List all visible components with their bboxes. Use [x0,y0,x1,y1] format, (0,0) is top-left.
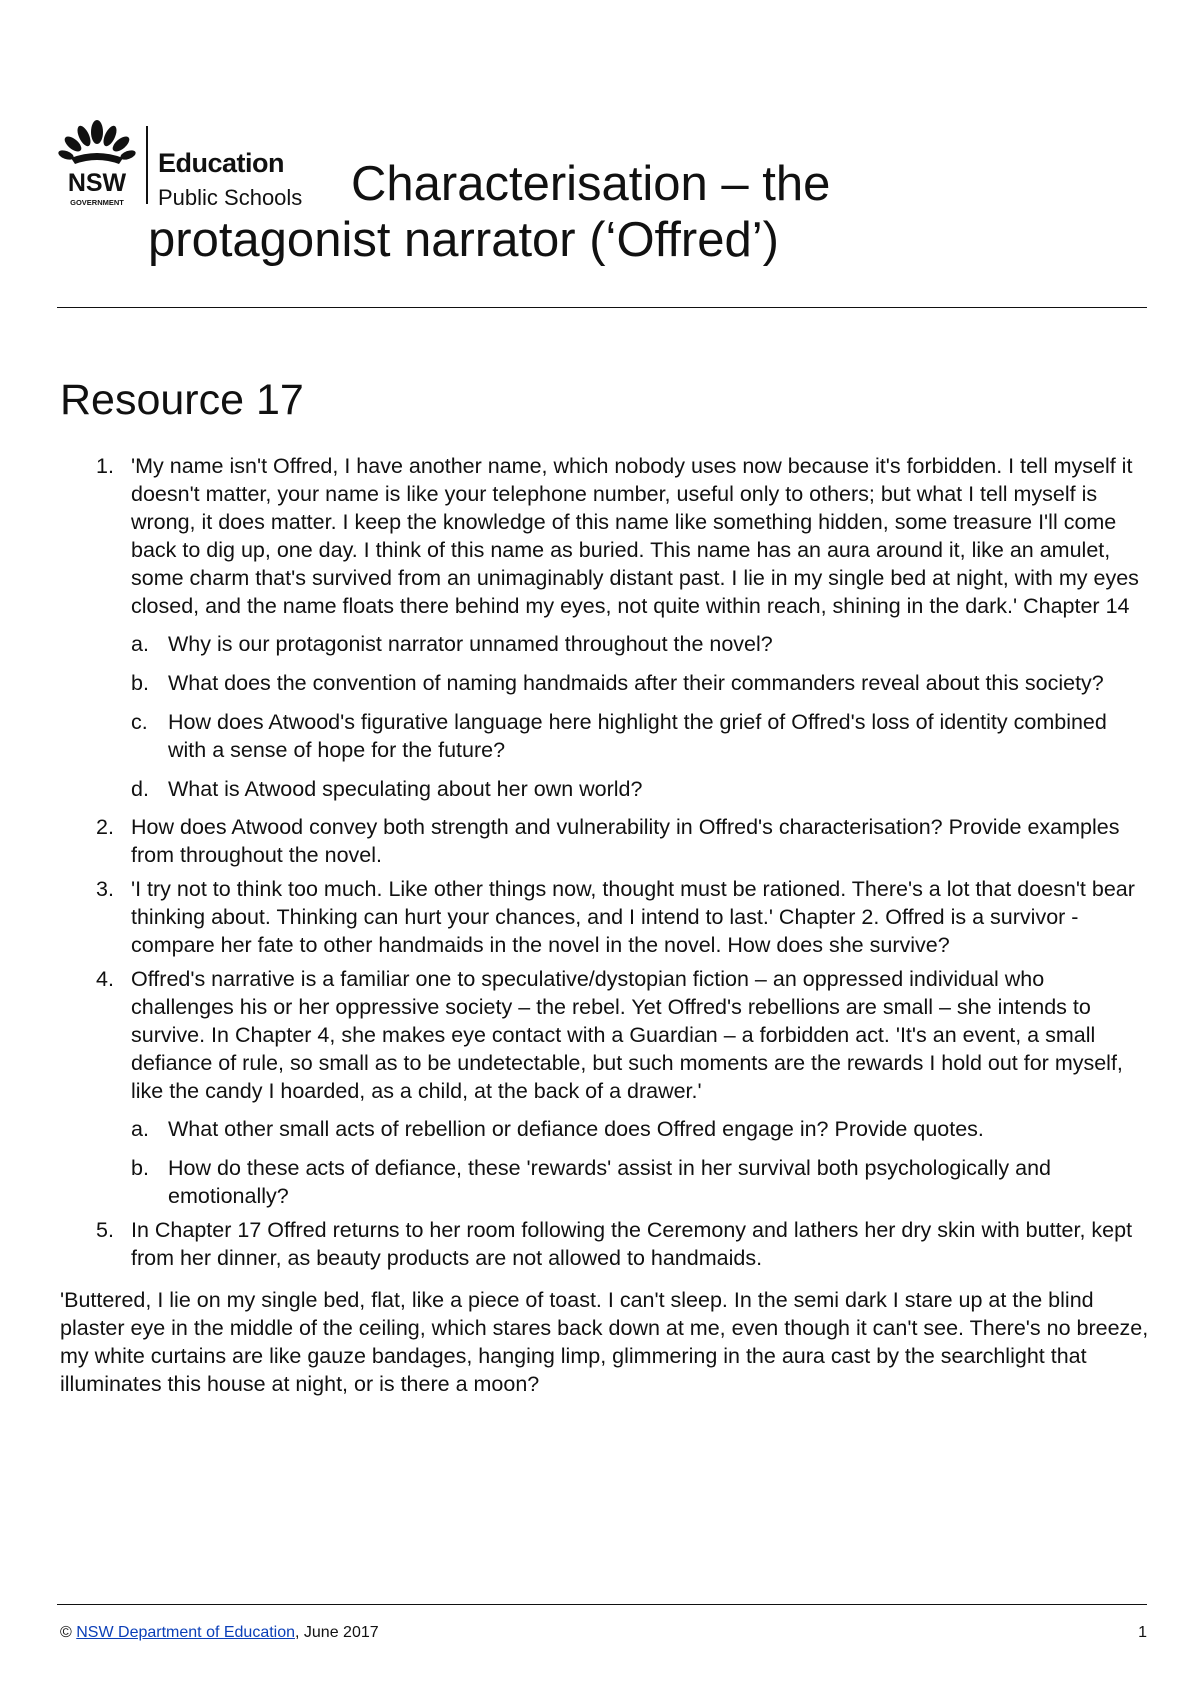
sub-question-item [131,669,1150,697]
question-item-4 [60,965,1150,1210]
sub-question-letter: d. [131,777,149,801]
sub-question-item [131,708,1150,764]
sub-question-letter: a. [131,632,149,656]
page-number: 1 [1138,1624,1147,1641]
footer-date: , June 2017 [295,1624,379,1641]
resource-heading: Resource 17 [60,376,304,424]
footer-divider [57,1604,1147,1605]
closing-quote: 'Buttered, I lie on my single bed, flat, like a piece of toast. I can't sleep. In the semi dark I stare up at the blind plaster eye in the middle of the ceiling, which stares back down at me, even though it can't see. There's no breeze, my white curtains are like gauze bandages, hanging limp, glimmering in the aura cast by the searchlight that illuminates this house at night, or is there a moon? [60,1288,1149,1396]
sub-question-letter: b. [131,1156,149,1180]
page-footer [60,1624,1147,1642]
sub-question-text: How do these acts of defiance, these 'rewards' assist in her survival both psychologically and emotionally? [168,1156,1052,1208]
sub-question-item [131,630,1150,658]
sub-question-text: Why is our protagonist narrator unnamed throughout the novel? [168,632,773,656]
page-title-line-1: Characterisation – the [351,157,831,211]
question-item-2 [60,813,1150,869]
sub-question-item [131,1154,1150,1210]
sub-question-text: What is Atwood speculating about her own world? [168,777,643,801]
sub-question-letter: b. [131,671,149,695]
nsw-wordmark: NSW [67,169,127,197]
waratah-logo-icon [57,118,137,210]
sub-question-letter: c. [131,710,148,734]
page-title-line-2: protagonist narrator (‘Offred’) [148,213,779,267]
sub-question-list [131,630,1150,803]
sub-question-list [131,1115,1150,1210]
question-item-3 [60,875,1150,959]
logo-public-schools-text: Public Schools [158,185,303,210]
sub-question-letter: a. [131,1117,149,1141]
logo-education-text: Education [158,148,285,178]
question-number: 3. [96,877,114,901]
question-text: How does Atwood convey both strength and vulnerability in Offred's characterisation? Provide examples from throughout the novel. [131,815,1120,867]
page-title [148,156,1128,268]
sub-question-text: What other small acts of rebellion or defiance does Offred engage in? Provide quotes. [168,1117,984,1141]
question-text: In Chapter 17 Offred returns to her room following the Ceremony and lathers her dry skin with butter, kept from her dinner, as beauty products are not allowed to handmaids. [131,1218,1133,1270]
question-text: 'My name isn't Offred, I have another name, which nobody uses now because it's forbidden. I tell myself it doesn't matter, your name is like your telephone number, useful only to others; but what I tell myself is wrong, it does matter. I keep the knowledge of this name like something hidden, some treasure I'll come back to dig up, one day. I think of this name as buried. This name has an aura around it, like an amulet, some charm that's survived from an unimaginably distant past. I lie in my single bed at night, with my eyes closed, and the name floats there behind my eyes, not quite within reach, shining in the dark.' Chapter 14 [131,454,1139,618]
question-number: 1. [96,454,114,478]
sub-question-text: How does Atwood's figurative language here highlight the grief of Offred's loss of identity combined with a sense of hope for the future? [168,710,1107,762]
government-wordmark: GOVERNMENT [70,198,124,207]
sub-question-text: What does the convention of naming handmaids after their commanders reveal about this society? [168,671,1104,695]
nsw-department-link[interactable]: NSW Department of Education [76,1624,296,1641]
question-item-1 [60,452,1150,803]
question-number: 2. [96,815,114,839]
copyright-symbol: © [60,1624,72,1641]
sub-question-item [131,775,1150,803]
sub-question-item [131,1115,1150,1143]
question-number: 4. [96,967,114,991]
question-item-5 [60,1216,1150,1272]
question-number: 5. [96,1218,114,1242]
question-content [60,452,1150,1398]
page-header [57,118,1147,308]
header-divider [57,307,1147,308]
question-text: Offred's narrative is a familiar one to speculative/dystopian fiction – an oppressed individual who challenges his or her oppressive society – the rebel. Yet Offred's rebellions are small – she intends to survive. In Chapter 4, she makes eye contact with a Guardian – a forbidden act. 'It's an event, a small defiance of rule, so small as to be undetectable, but such moments are the rewards I hold out for myself, like the candy I hoarded, as a child, at the back of a drawer.' [131,967,1123,1103]
question-text: 'I try not to think too much. Like other things now, thought must be rationed. There's a lot that doesn't bear thinking about. Thinking can hurt your chances, and I intend to last.' Chapter 2. Offred is a survivor - compare her fate to other handmaids in the novel in the novel. How does she survive? [131,877,1135,957]
question-list [60,452,1150,1272]
